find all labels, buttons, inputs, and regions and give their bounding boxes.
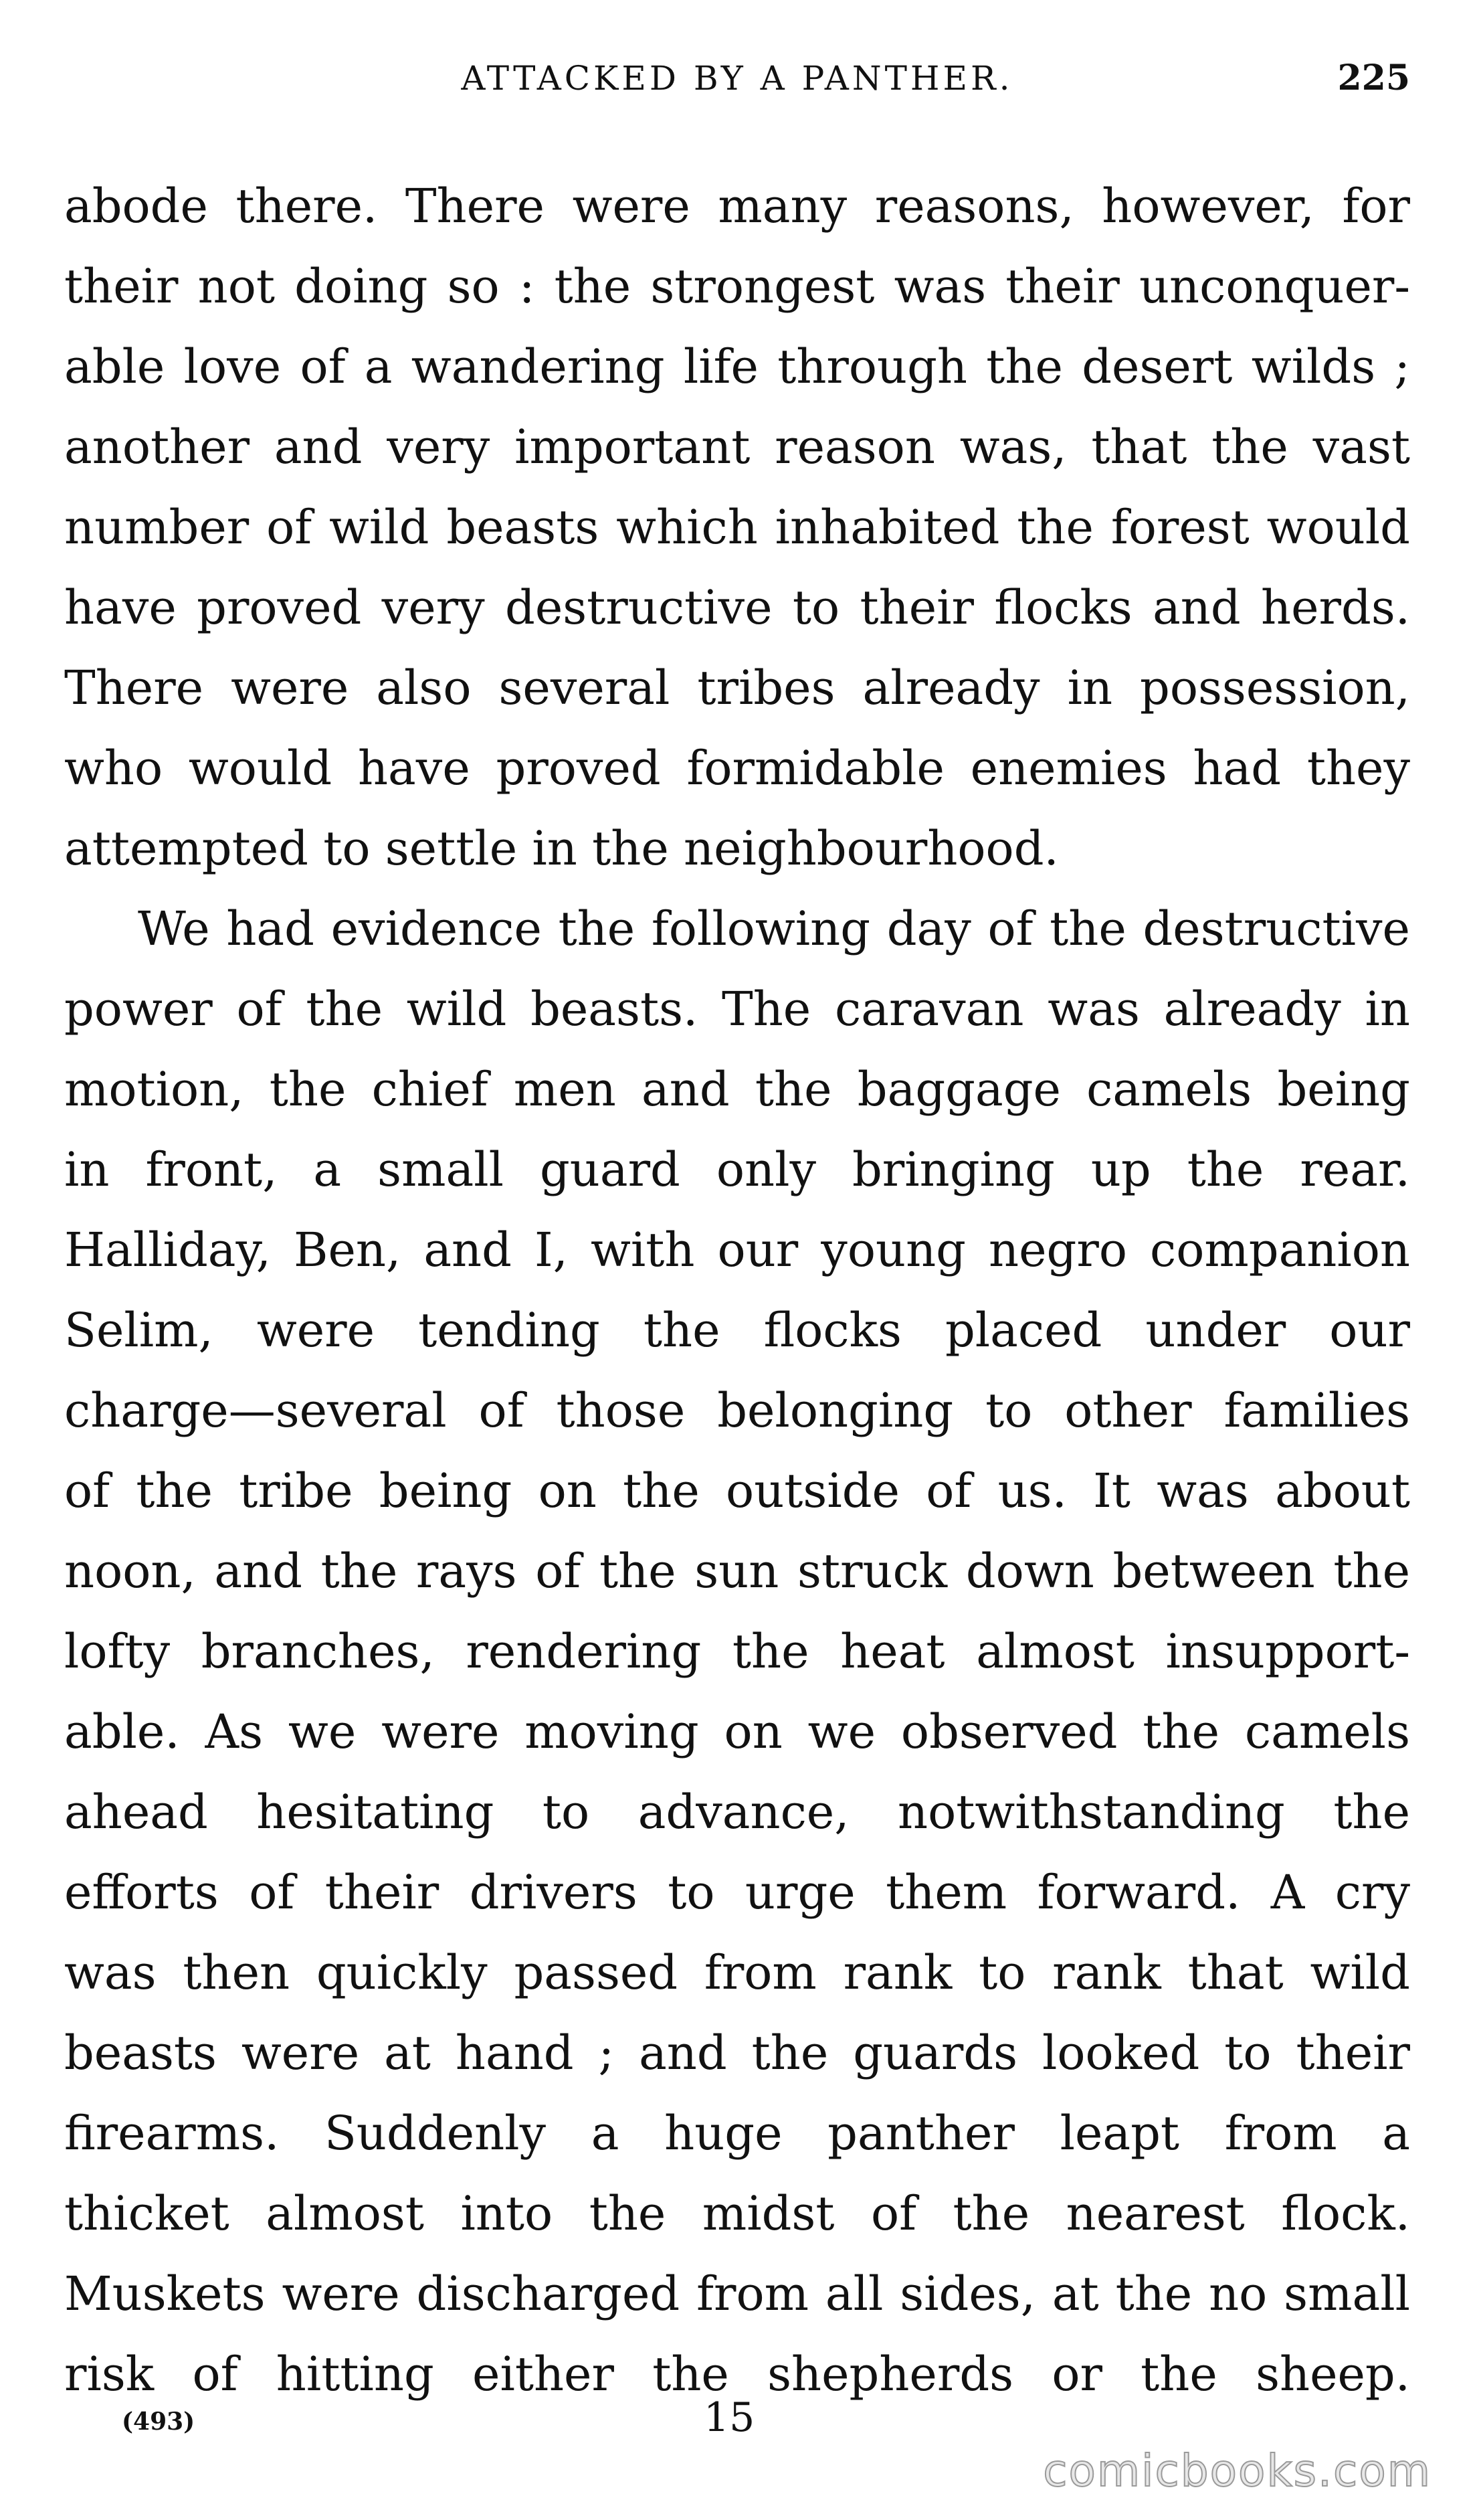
text-line: able. As we were moving on we observed the camels: [64, 1704, 1410, 1759]
body-text: [64, 166, 1410, 2414]
text-line: Muskets were discharged from all sides, at the no small: [64, 2266, 1410, 2321]
text-line: able love of a wandering life through the desert wilds ;: [64, 339, 1410, 394]
text-line: of the tribe being on the outside of us. It was about: [64, 1463, 1410, 1518]
text-line: beasts were at hand ; and the guards looked to their: [64, 2026, 1410, 2080]
text-line: Halliday, Ben, and I, with our young negro companion: [64, 1223, 1410, 1277]
text-line: lofty branches, rendering the heat almost insupport-: [64, 1624, 1410, 1679]
text-line: firearms. Suddenly a huge panther leapt from a: [64, 2106, 1410, 2161]
text-line: in front, a small guard only bringing up the rear.: [64, 1142, 1410, 1197]
text-line: who would have proved formidable enemies had they: [64, 741, 1410, 796]
text-line: efforts of their drivers to urge them forward. A cry: [64, 1865, 1410, 1920]
text-line: Selim, were tending the flocks placed under our: [64, 1303, 1410, 1358]
site-watermark: comicbooks.com: [1043, 2445, 1432, 2497]
chapter-title: ATTACKED BY A PANTHER.: [461, 59, 1013, 98]
text-line: have proved very destructive to their flocks and herds.: [64, 580, 1410, 635]
text-line: We had evidence the following day of the destructive: [138, 901, 1410, 956]
text-line: number of wild beasts which inhabited the forest would: [64, 500, 1410, 555]
running-header: [64, 52, 1410, 106]
text-line: their not doing so : the strongest was their unconquer-: [64, 259, 1410, 314]
text-line: ahead hesitating to advance, notwithstanding the: [64, 1785, 1410, 1839]
printer-signature-mark: (493): [122, 2408, 195, 2436]
text-line: power of the wild beasts. The caravan was already in: [64, 982, 1410, 1037]
text-line: thicket almost into the midst of the nearest flock.: [64, 2186, 1410, 2241]
gathering-number: 15: [704, 2394, 755, 2441]
text-line: abode there. There were many reasons, however, for: [64, 179, 1410, 234]
text-line: noon, and the rays of the sun struck down between the: [64, 1544, 1410, 1599]
text-line: attempted to settle in the neighbourhood.: [64, 821, 1059, 876]
text-line: motion, the chief men and the baggage camels being: [64, 1062, 1410, 1117]
text-line: another and very important reason was, that the vast: [64, 420, 1410, 474]
text-line: was then quickly passed from rank to rank that wild: [64, 1945, 1410, 2000]
text-line: There were also several tribes already in possession,: [64, 660, 1410, 715]
text-line: risk of hitting either the shepherds or the sheep.: [64, 2347, 1410, 2402]
text-line: charge—several of those belonging to other families: [64, 1383, 1410, 1438]
page-number: 225: [1337, 58, 1410, 98]
